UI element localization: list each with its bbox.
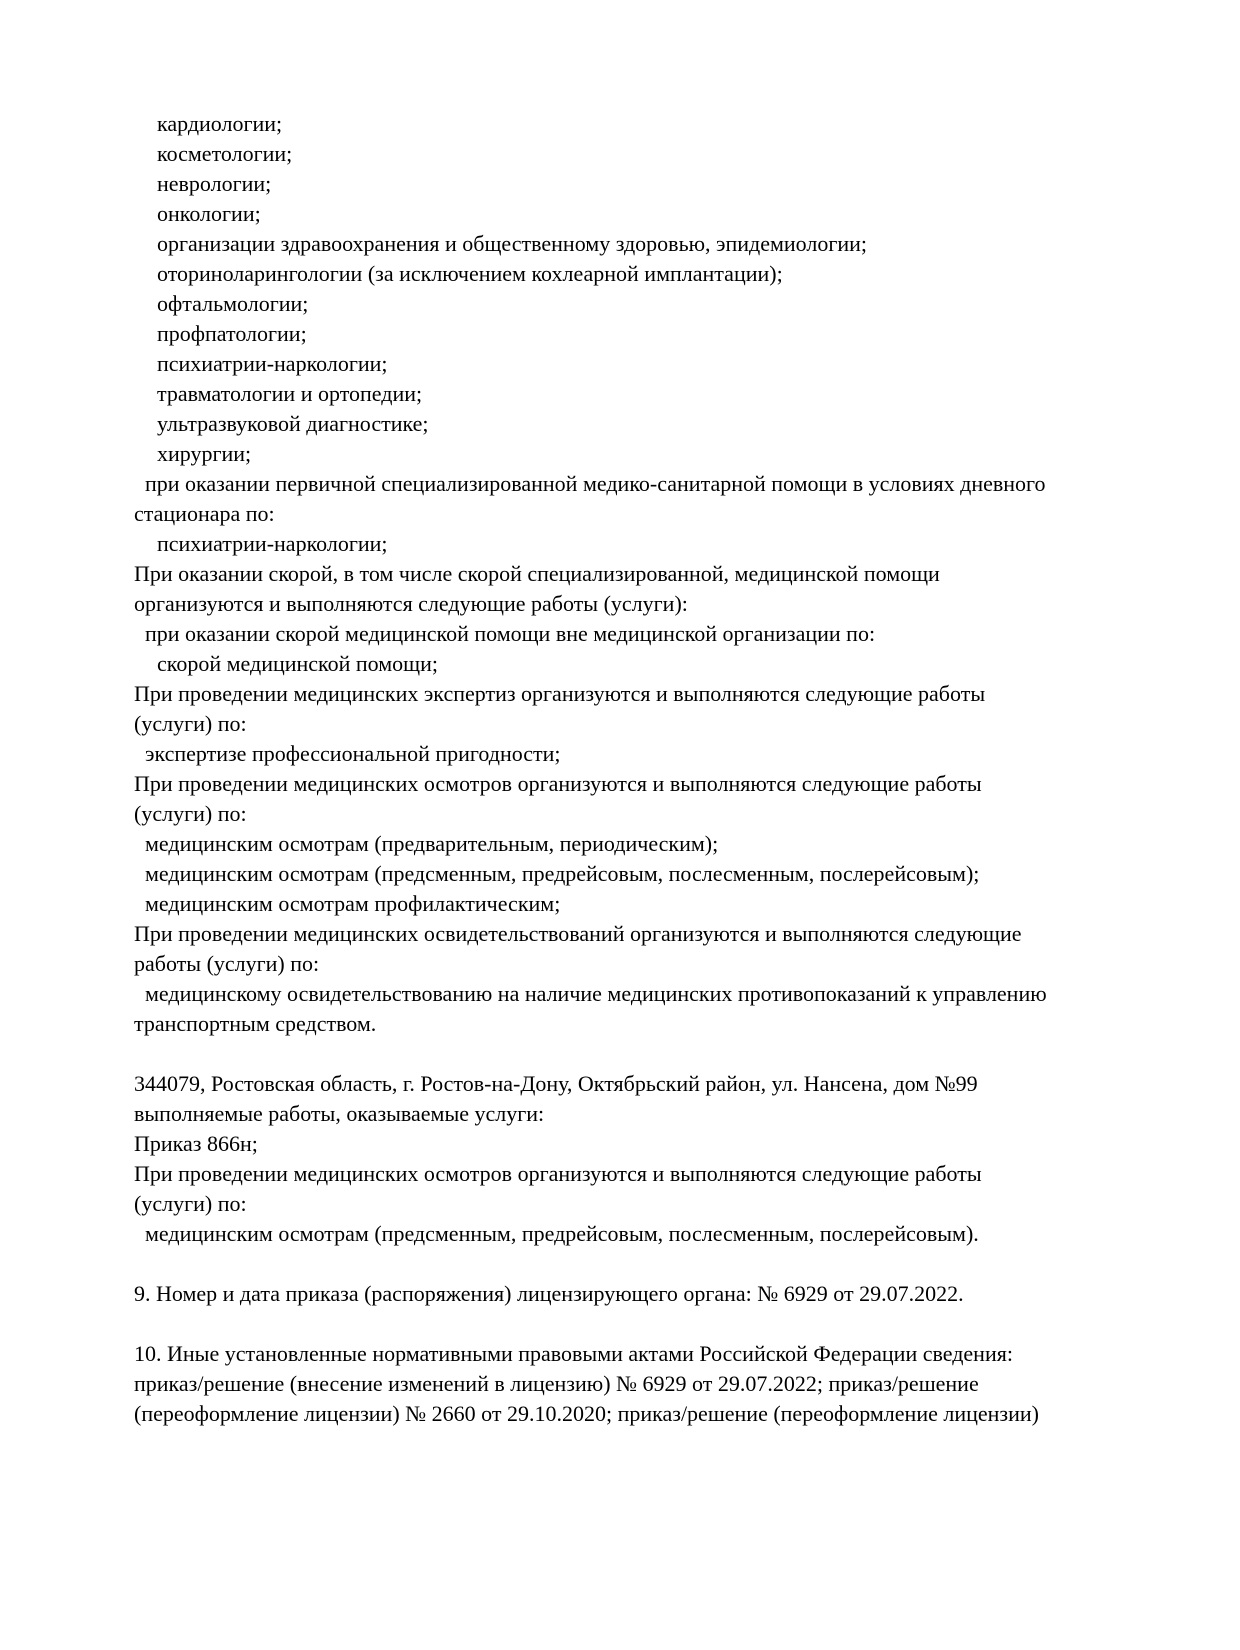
text-line: выполняемые работы, оказываемые услуги:	[134, 1101, 545, 1126]
text-line: психиатрии-наркологии;	[157, 531, 388, 556]
text-line: работы (услуги) по:	[134, 951, 320, 976]
text-line: Приказ 866н;	[134, 1131, 258, 1156]
text-line: стационара по:	[134, 501, 275, 526]
text-line: медицинскому освидетельствованию на наличие медицинских противопоказаний к управлению	[145, 981, 1047, 1006]
text-line: 9. Номер и дата приказа (распоряжения) лицензирующего органа: № 6929 от 29.07.2022.	[134, 1281, 964, 1306]
text-line: При проведении медицинских осмотров организуются и выполняются следующие работы	[134, 771, 982, 796]
text-line: медицинским осмотрам (предсменным, предрейсовым, послесменным, послерейсовым);	[145, 861, 980, 886]
text-line: скорой медицинской помощи;	[157, 651, 439, 676]
text-line: медицинским осмотрам (предварительным, периодическим);	[145, 831, 719, 856]
text-line: (переоформление лицензии) № 2660 от 29.10.2020; приказ/решение (переоформление лицензии)	[134, 1401, 1039, 1426]
blank-line	[134, 1039, 1210, 1069]
text-line: экспертизе профессиональной пригодности;	[145, 741, 561, 766]
text-line: онкологии;	[157, 201, 261, 226]
text-line: приказ/решение (внесение изменений в лицензию) № 6929 от 29.07.2022; приказ/решение	[134, 1371, 979, 1396]
text-line: травматологии и ортопедии;	[157, 381, 423, 406]
text-line: При проведении медицинских осмотров организуются и выполняются следующие работы	[134, 1161, 982, 1186]
text-line: ультразвуковой диагностике;	[157, 411, 429, 436]
text-line: косметологии;	[157, 141, 293, 166]
text-line: (услуги) по:	[134, 711, 247, 736]
text-line: 344079, Ростовская область, г. Ростов-на-Дону, Октябрьский район, ул. Нансена, дом №99	[134, 1071, 978, 1096]
text-line: офтальмологии;	[157, 291, 309, 316]
text-line: неврологии;	[157, 171, 272, 196]
license-text-block	[134, 109, 1210, 1429]
text-line: организации здравоохранения и общественному здоровью, эпидемиологии;	[157, 231, 868, 256]
blank-line	[134, 1309, 1210, 1339]
text-line: оториноларингологии (за исключением кохлеарной имплантации);	[157, 261, 783, 286]
text-line: При оказании скорой, в том числе скорой специализированной, медицинской помощи	[134, 561, 940, 586]
text-line: кардиологии;	[157, 111, 283, 136]
text-line: при оказании скорой медицинской помощи вне медицинской организации по:	[145, 621, 876, 646]
text-line: 10. Иные установленные нормативными правовыми актами Российской Федерации сведения:	[134, 1341, 1013, 1366]
text-line: психиатрии-наркологии;	[157, 351, 388, 376]
text-line: При проведении медицинских экспертиз организуются и выполняются следующие работы	[134, 681, 986, 706]
text-line: медицинским осмотрам (предсменным, предрейсовым, послесменным, послерейсовым).	[145, 1221, 979, 1246]
text-line: (услуги) по:	[134, 1191, 247, 1216]
text-line: (услуги) по:	[134, 801, 247, 826]
text-line: организуются и выполняются следующие работы (услуги):	[134, 591, 688, 616]
text-line: При проведении медицинских освидетельствований организуются и выполняются следующие	[134, 921, 1022, 946]
text-line: медицинским осмотрам профилактическим;	[145, 891, 561, 916]
text-line: транспортным средством.	[134, 1011, 377, 1036]
blank-line	[134, 1249, 1210, 1279]
text-line: хирургии;	[157, 441, 252, 466]
text-line: при оказании первичной специализированной медико-санитарной помощи в условиях дневного	[145, 471, 1046, 496]
text-line: профпатологии;	[157, 321, 307, 346]
